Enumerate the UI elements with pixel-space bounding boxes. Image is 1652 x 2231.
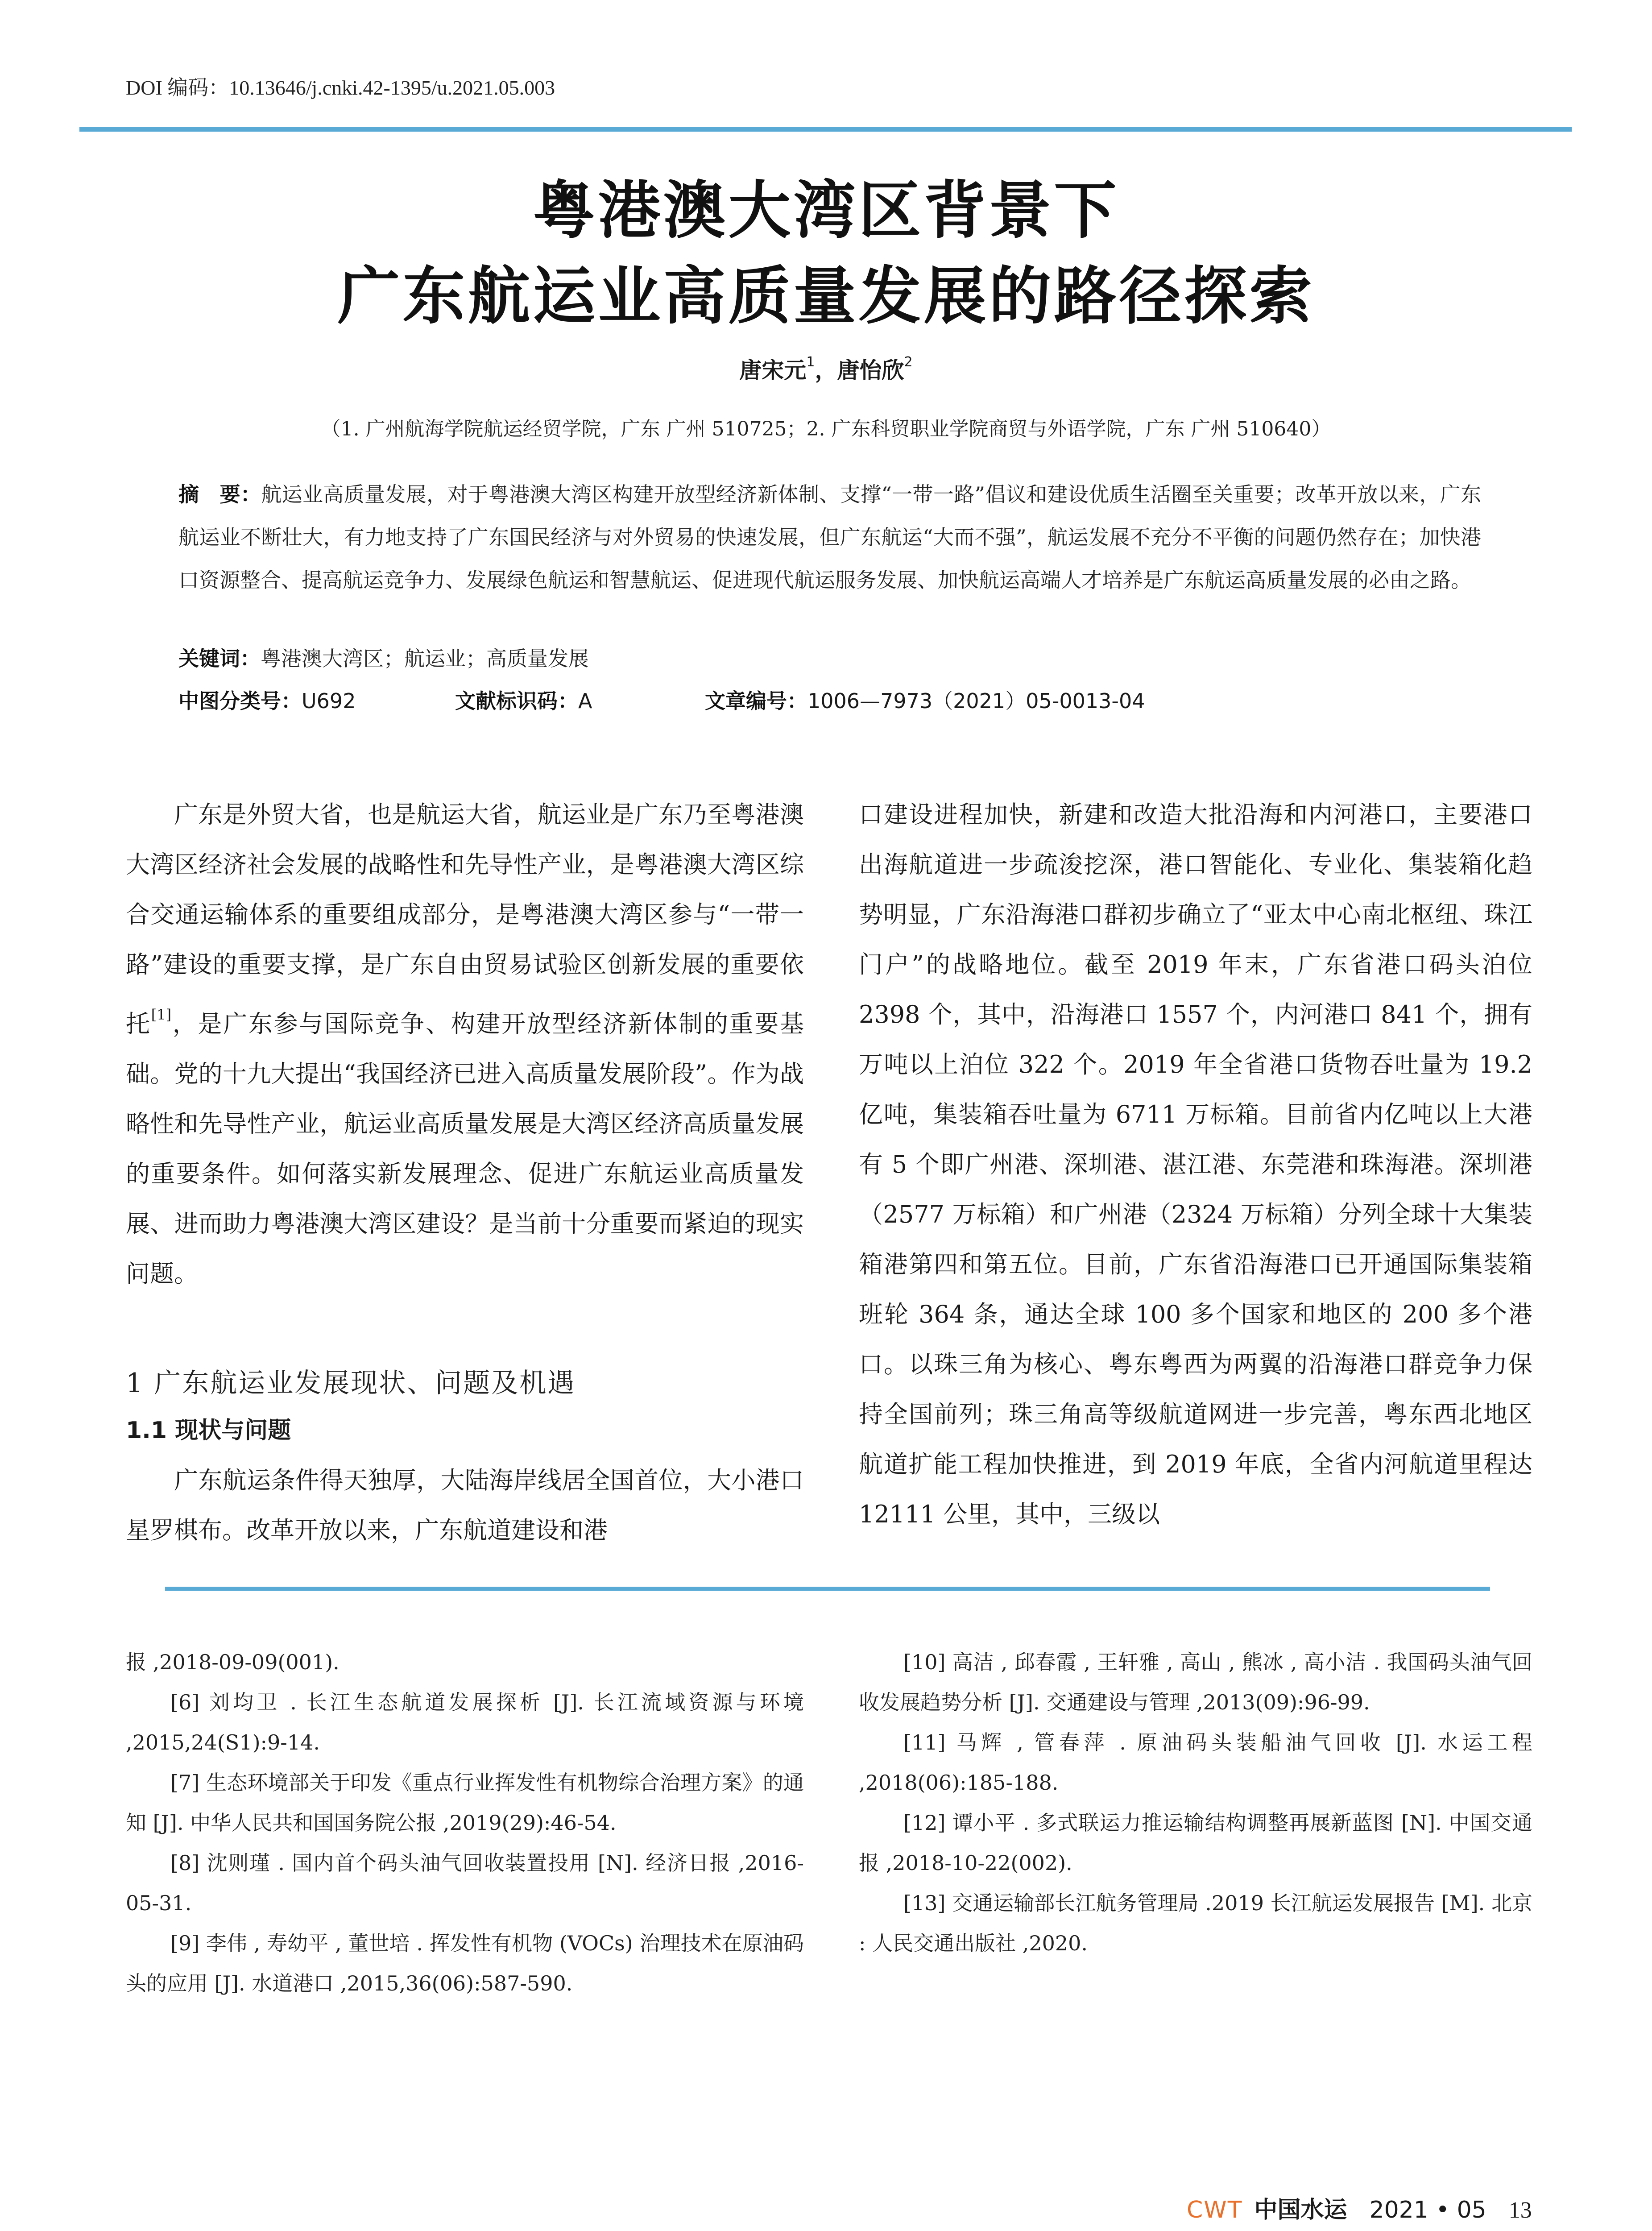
section-1-heading: 1 广东航运业发展现状、问题及机遇 bbox=[126, 1368, 576, 1399]
reference-item: [6] 刘均卫 . 长江生态航道发展探析 [J]. 长江流域资源与环境 ,2015,24(S1):9-14. bbox=[126, 1690, 804, 1754]
keywords bbox=[178, 643, 589, 672]
intro-text-part-1: 广东是外贸大省，也是航运大省，航运业是广东乃至粤港澳大湾区经济社会发展的战略性和先导性产业，是粤港澳大湾区综合交通运输体系的重要组成部分，是粤港澳大湾区参与“一带一路”建设的重要支撑，是广东自由贸易试验区创新发展的重要依托 bbox=[126, 800, 804, 1038]
author-1: 唐宋元 bbox=[739, 357, 807, 383]
article-number bbox=[705, 685, 1145, 714]
journal-issue: 2021 • 05 bbox=[1369, 2197, 1486, 2223]
document-code bbox=[455, 685, 592, 714]
paper-title-line-2: 广东航运业高质量发展的路径探索 bbox=[337, 260, 1315, 333]
body-right-column bbox=[859, 790, 1532, 1539]
clc-value: U692 bbox=[302, 689, 356, 713]
right-column-paragraph: 口建设进程加快，新建和改造大批沿海和内河港口，主要港口出海航道进一步疏浚挖深，港口智能化、专业化、集装箱化趋势明显，广东沿海港口群初步确立了“亚太中心南北枢纽、珠江门户”的战略地位。截至 2019 年末，广东省港口码头泊位 2398 个，其中，沿海港口 1557 个，内河港口 841 个，拥有万吨以上泊位 322 个。2019 年全省港口货物吞吐量为 19.2 亿吨，集装箱吞吐量为 6711 万标箱。目前省内亿吨以上大港有 5 个即广州港、深圳港、湛江港、东莞港和珠海港。深圳港（2577 万标箱）和广州港（2324 万标箱）分列全球十大集装箱港第四和第五位。目前，广东省沿海港口已开通国际集装箱班轮 364 条，通达全球 100 多个国家和地区的 200 多个港口。以珠三角为核心、粤东粤西为两翼的沿海港口群竞争力保持全国前列；珠三角高等级航道网进一步完善，粤东西北地区航道扩能工程加快推进，到 2019 年底，全省内河航道里程达 12111 公里，其中，三级以 bbox=[859, 800, 1532, 1528]
doc-code-label: 文献标识码： bbox=[455, 689, 578, 713]
author-2: 唐怡欣 bbox=[837, 357, 904, 383]
intro-text-part-2: ，是广东参与国际竞争、构建开放型经济新体制的重要基础。党的十九大提出“我国经济已进入高质量发展阶段”。作为战略性和先导性产业，航运业高质量发展是大湾区经济高质量发展的重要条件。如何落实新发展理念、促进广东航运业高质量发展、进而助力粤港澳大湾区建设？是当前十分重要而紧迫的现实问题。 bbox=[126, 1010, 804, 1288]
clc-number bbox=[178, 685, 356, 714]
abstract bbox=[178, 473, 1481, 601]
reference-item: [11] 马辉 , 管春萍 . 原油码头装船油气回收 [J]. 水运工程 ,2018(06):185-188. bbox=[859, 1730, 1532, 1795]
references-right-column bbox=[859, 1642, 1532, 1963]
doi-line: DOI 编码：10.13646/j.cnki.42-1395/u.2021.05.003 bbox=[126, 76, 555, 99]
author-1-affil-mark: 1 bbox=[806, 354, 815, 370]
keywords-label: 关键词： bbox=[178, 647, 261, 671]
keywords-text: 粤港澳大湾区；航运业；高质量发展 bbox=[261, 647, 589, 671]
section-1-1-heading: 1.1 现状与问题 bbox=[126, 1417, 291, 1444]
doc-code-value: A bbox=[578, 689, 592, 713]
page-number: 13 bbox=[1508, 2198, 1532, 2223]
reference-item: [10] 高洁 , 邱春霞 , 王轩雅 , 高山 , 熊冰 , 高小洁 . 我国码头油气回收发展趋势分析 [J]. 交通建设与管理 ,2013(09):96-99. bbox=[859, 1650, 1532, 1714]
author-separator: ， bbox=[815, 357, 837, 383]
authors bbox=[0, 352, 1652, 385]
reference-item: [8] 沈则瑾 . 国内首个码头油气回收装置投用 [N]. 经济日报 ,2016-05-31. bbox=[126, 1851, 804, 1915]
abstract-label: 摘 要： bbox=[178, 482, 261, 506]
section-1-1-paragraph-block bbox=[126, 1456, 804, 1555]
article-number-label: 文章编号： bbox=[705, 689, 807, 713]
abstract-text: 航运业高质量发展，对于粤港澳大湾区构建开放型经济新体制、支撑“一带一路”倡议和建设优质生活圈至关重要；改革开放以来，广东航运业不断壮大，有力地支持了广东国民经济与对外贸易的快速发展，但广东航运“大而不强”，航运发展不充分不平衡的问题仍然存在；加快港口资源整合、提高航运竞争力、发展绿色航运和智慧航运、促进现代航运服务发展、加快航运高端人才培养是广东航运高质量发展的必由之路。 bbox=[178, 482, 1481, 592]
journal-name: 中国水运 bbox=[1254, 2196, 1347, 2223]
reference-item: 报 ,2018-09-09(001). bbox=[126, 1650, 340, 1674]
reference-item: [7] 生态环境部关于印发《重点行业挥发性有机物综合治理方案》的通知 [J]. 中华人民共和国国务院公报 ,2019(29):46-54. bbox=[126, 1771, 804, 1835]
page-footer bbox=[1187, 2191, 1532, 2224]
body-left-column bbox=[126, 790, 804, 1299]
journal-logo-cwt: CWT bbox=[1187, 2197, 1243, 2223]
references-divider bbox=[165, 1587, 1490, 1591]
intro-paragraph bbox=[126, 790, 804, 1299]
reference-item: [13] 交通运输部长江航务管理局 .2019 长江航运发展报告 [M]. 北京 : 人民交通出版社 ,2020. bbox=[859, 1891, 1532, 1955]
affiliation: （1. 广州航海学院航运经贸学院，广东 广州 510725；2. 广东科贸职业学院商贸与外语学院，广东 广州 510640） bbox=[321, 418, 1331, 440]
references-left-column bbox=[126, 1642, 804, 2003]
author-2-affil-mark: 2 bbox=[904, 354, 913, 370]
top-divider bbox=[79, 127, 1572, 132]
article-number-value: 1006—7973（2021）05-0013-04 bbox=[807, 689, 1145, 713]
citation-1: [1] bbox=[151, 1006, 172, 1023]
clc-label: 中图分类号： bbox=[178, 689, 302, 713]
section-1-1-paragraph: 广东航运条件得天独厚，大陆海岸线居全国首位，大小港口星罗棋布。改革开放以来，广东航道建设和港 bbox=[126, 1466, 804, 1544]
paper-title-line-1: 粤港澳大湾区背景下 bbox=[533, 174, 1119, 247]
reference-item: [9] 李伟 , 寿幼平 , 董世培 . 挥发性有机物 (VOCs) 治理技术在原油码头的应用 [J]. 水道港口 ,2015,36(06):587-590. bbox=[126, 1931, 804, 1995]
reference-item: [12] 谭小平 . 多式联运力推运输结构调整再展新蓝图 [N]. 中国交通报 ,2018-10-22(002). bbox=[859, 1811, 1532, 1875]
